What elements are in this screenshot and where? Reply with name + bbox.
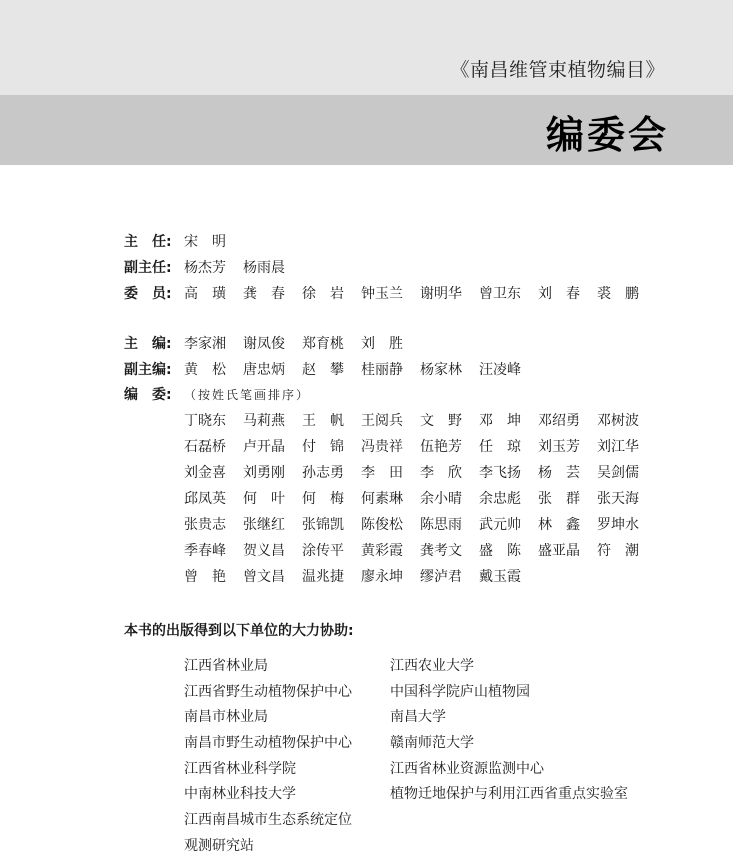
support-title: 本书的出版得到以下单位的大力协助: [124,623,354,639]
support-organization: 江西农业大学 [390,658,474,674]
page-title: 编委会 [545,113,669,157]
series-title: 《南昌维管束植物编目》 [450,59,665,81]
members-names [184,284,639,304]
editor-name: 曾 艳 [184,569,226,585]
editor-name: 龚考文 [420,543,462,559]
editors-grid-row [184,489,639,515]
editor-name: 张贵志 [184,517,226,533]
support-organization: 江西南昌城市生态系统定位 [184,812,352,829]
editor-name: 邓绍勇 [538,413,580,429]
editor-name: 邱凤英 [184,491,226,507]
editor-name: 廖永坤 [361,569,403,585]
person-name: 汪凌峰 [479,362,521,378]
vice-chief-editor-row [124,360,521,380]
person-name: 宋 明 [184,234,226,250]
person-name: 杨雨晨 [243,260,285,276]
person-name: 李家湘 [184,336,226,352]
editors-grid [184,411,639,593]
person-name: 谢明华 [420,286,462,302]
support-organization: 南昌市林业局 [184,709,268,726]
editors-grid-row [184,541,639,567]
editor-name: 杨 芸 [538,465,580,481]
editor-name: 王阅兵 [361,413,403,429]
editor-name: 罗坤水 [597,517,639,533]
editor-name: 武元帅 [479,517,521,533]
editor-name: 丁晓东 [184,413,226,429]
support-organization: 江西省林业资源监测中心 [390,760,544,777]
editor-name: 马莉燕 [243,413,285,429]
support-organization: 江西省林业局 [184,658,268,674]
support-organization: 南昌大学 [390,709,446,726]
members-row [124,284,639,304]
vice-director-names [184,258,285,278]
editor-name: 何 梅 [302,491,344,507]
editor-name: 邓 坤 [479,413,521,429]
editor-name: 温兆捷 [302,569,344,585]
editor-name: 伍艳芳 [420,439,462,455]
editor-name: 王 帆 [302,413,344,429]
editor-name: 刘江华 [597,439,639,455]
director-label: 主 任: [124,234,172,250]
editor-name: 符 潮 [597,543,639,559]
support-organization: 中南林业科技大学 [184,786,296,803]
editor-name: 陈思雨 [420,517,462,533]
editor-name: 林 鑫 [538,517,580,533]
person-name: 杨家林 [420,362,462,378]
person-name: 黄 松 [184,362,226,378]
chief-editor-row [124,334,403,354]
director-row [124,232,226,252]
editor-name: 刘玉芳 [538,439,580,455]
editors-grid-row [184,411,639,437]
editor-name: 刘金喜 [184,465,226,481]
editor-name: 贺义昌 [243,543,285,559]
editors-grid-row [184,437,639,463]
editor-name: 邓树波 [597,413,639,429]
vice-chief-editor-label: 副主编: [124,362,172,378]
person-name: 赵 攀 [302,362,344,378]
person-name: 杨杰芳 [184,260,226,276]
editor-name: 盛亚晶 [538,543,580,559]
editor-name: 张继红 [243,517,285,533]
chief-editor-names [184,334,403,354]
editor-name: 陈俊松 [361,517,403,533]
editors-note: （按姓氏笔画排序） [184,388,311,402]
support-organization: 中国科学院庐山植物园 [390,683,530,700]
editors-grid-row [184,567,639,593]
editor-name: 戴玉霞 [479,569,521,585]
editor-name: 何 叶 [243,491,285,507]
editor-name: 张锦凯 [302,517,344,533]
editors-grid-row [184,463,639,489]
person-name: 高 璜 [184,286,226,302]
person-name: 谢凤俊 [243,336,285,352]
person-name: 唐忠炳 [243,362,285,378]
editor-name: 付 锦 [302,439,344,455]
editor-name: 任 琼 [479,439,521,455]
editor-name: 余忠彪 [479,491,521,507]
person-name: 郑育桃 [302,336,344,352]
support-organization: 南昌市野生动植物保护中心 [184,735,352,752]
person-name: 裘 鹏 [597,286,639,302]
editor-name: 吴剑儒 [597,465,639,481]
support-right-list [390,656,628,810]
director-names [184,232,226,252]
editor-name: 缪泸君 [420,569,462,585]
person-name: 桂丽静 [361,362,403,378]
vice-director-row [124,258,285,278]
vice-director-label: 副主任: [124,260,172,276]
editor-name: 盛 陈 [479,543,521,559]
editor-name: 张 群 [538,491,580,507]
support-organization: 江西省林业科学院 [184,760,296,777]
person-name: 龚 春 [243,286,285,302]
editors-grid-row [184,515,639,541]
support-organization: 植物迁地保护与利用江西省重点实验室 [390,786,628,803]
chief-editor-label: 主 编: [124,336,172,352]
editor-name: 涂传平 [302,543,344,559]
editor-name: 孙志勇 [302,465,344,481]
editor-name: 黄彩霞 [361,543,403,559]
support-organization: 江西省野生动植物保护中心 [184,683,352,700]
editor-name: 刘勇刚 [243,465,285,481]
person-name: 钟玉兰 [361,286,403,302]
editors-label: 编 委: [124,387,172,403]
editor-name: 卢开晶 [243,439,285,455]
support-organization: 观测研究站 [184,837,254,854]
editor-name: 李 欣 [420,465,462,481]
vice-chief-editor-names [184,360,521,380]
editor-name: 季春峰 [184,543,226,559]
person-name: 曾卫东 [479,286,521,302]
editor-name: 曾文昌 [243,569,285,585]
editor-name: 冯贵祥 [361,439,403,455]
person-name: 刘 胜 [361,336,403,352]
person-name: 徐 岩 [302,286,344,302]
editor-name: 张天海 [597,491,639,507]
editor-name: 余小晴 [420,491,462,507]
editors-row [124,385,310,405]
editor-name: 文 野 [420,413,462,429]
editor-name: 李 田 [361,465,403,481]
editor-name: 李飞扬 [479,465,521,481]
editor-name: 何素琳 [361,491,403,507]
editor-name: 石磊桥 [184,439,226,455]
support-left-list [184,656,352,862]
person-name: 刘 春 [538,286,580,302]
support-organization: 赣南师范大学 [390,735,474,752]
members-label: 委 员: [124,286,172,302]
